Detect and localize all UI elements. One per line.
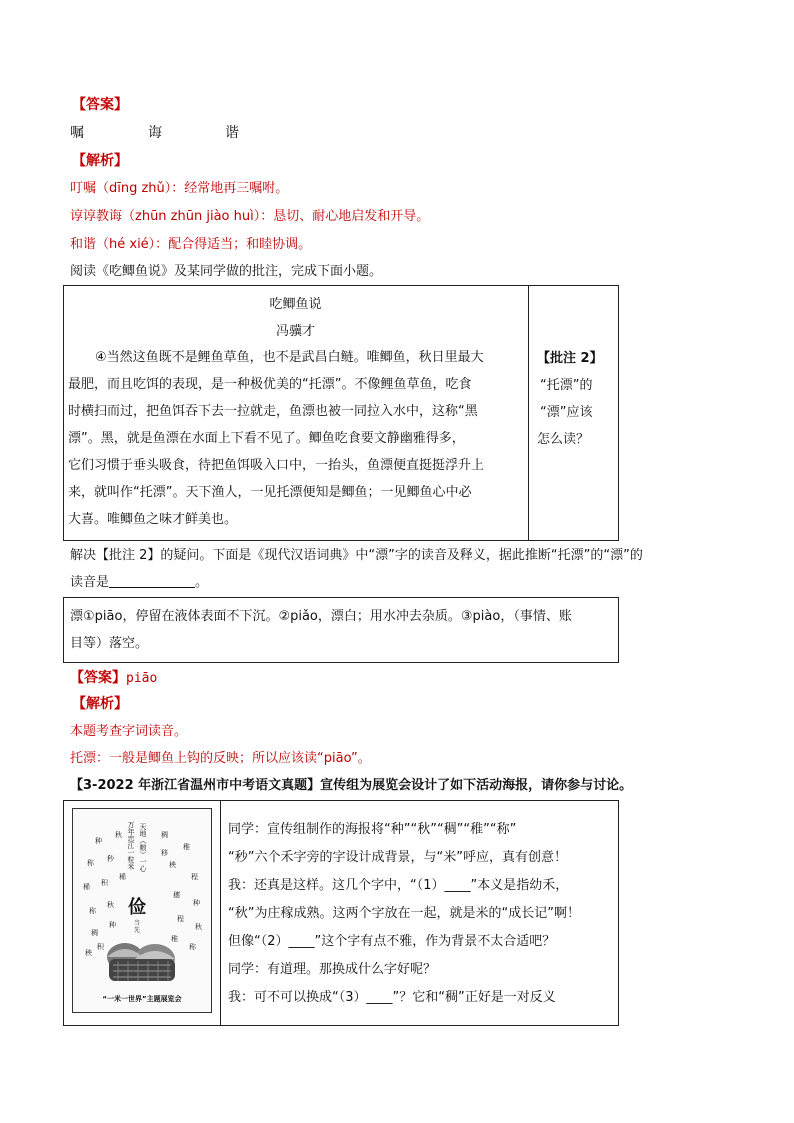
- dictionary-line: 目等）落空。: [70, 636, 149, 651]
- dialogue-line: 同学：有道理。那换成什么字好呢？: [228, 962, 437, 977]
- poster-image: [72, 808, 212, 1013]
- poster-scatter-char: 程: [191, 873, 198, 881]
- poster-scatter-char: 程: [177, 915, 184, 923]
- answer-char-3: 谐: [225, 125, 239, 141]
- question-line: 解决【批注 2】的疑问。下面是《现代汉语词典》中“漂”字的读音及释义，据此推断“托漂”的“漂”的: [70, 548, 643, 563]
- dialogue-line: 同学：宣传组制作的海报将“种”“秋”“稠”“稚”“称”: [228, 822, 517, 837]
- passage-line: 漂”。黑，就是鱼漂在水面上下看不见了。鲫鱼吃食要文静幽雅得多，: [68, 431, 465, 446]
- poster-graphic: [73, 809, 211, 1012]
- dialogue-line: 我：可不可以换成“（3）____”？它和“稠”正好是一对反义: [228, 990, 556, 1005]
- poster-scatter-char: 积: [101, 879, 108, 887]
- poster-scatter-char: 秋: [107, 901, 114, 909]
- poster-center-char: 俭: [128, 897, 146, 918]
- passage-line: 时横扫而过，把鱼饵吞下去一拉就走，鱼漂也被一同拉入水中，这称“黑: [68, 404, 478, 419]
- analysis-line: 和谐（hé xié）：配合得适当；和睦协调。: [70, 237, 312, 252]
- analysis-line: 托漂：一般是鲫鱼上钩的反映；所以应该读“piāo”。: [70, 751, 371, 766]
- passage-line: 大喜。唯鲫鱼之味才鲜美也。: [68, 512, 238, 527]
- dictionary-line: 漂①piāo，停留在液体表面不下沉。②piǎo，漂白；用水冲去杂质。③piào，（事情、账: [70, 609, 572, 624]
- analysis-line: 叮嘱（dīng zhǔ）：经常地再三嘱咐。: [70, 181, 289, 196]
- section3-header: 【3-2022 年浙江省温州市中考语文真题】宣传组为展览会设计了如下活动海报，请你参与讨论。: [70, 778, 633, 793]
- passage-line: 最肥，而且吃饵的表现，是一种极优美的“托漂”。不像鲤鱼草鱼，吃食: [68, 377, 472, 392]
- poster-caption: “一米一世界”主题展览会: [102, 995, 182, 1003]
- poster-scatter-char: 秧: [85, 949, 92, 957]
- analysis-line: 谆谆教诲（zhūn zhūn jiào huì）：恳切、耐心地启发和开导。: [70, 209, 430, 224]
- answer-char-2: 诲: [148, 125, 162, 141]
- dialogue-line: 但像“（2）____”这个字有点不雅，作为背景不太合适吧？: [228, 934, 556, 949]
- table-divider: [528, 285, 529, 541]
- passage-title: 吃鲫鱼说: [269, 297, 322, 312]
- annotation-line: “漂”应该: [540, 405, 593, 420]
- answer-char-1: 嘱: [70, 125, 84, 141]
- poster-scatter-char: 移: [161, 849, 168, 857]
- analysis-line: 本题考查字词读音。: [70, 724, 188, 739]
- dialogue-line: 我：还真是这样。这几个字中，“（1）____”本义是指幼禾，: [228, 878, 569, 893]
- annotation-line: “托漂”的: [540, 378, 593, 393]
- poster-scatter-char: 稠: [91, 929, 98, 937]
- reading-intro: 阅读《吃鲫鱼说》及某同学做的批注，完成下面小题。: [70, 264, 383, 279]
- poster-scatter-char: 秧: [169, 861, 176, 869]
- poster-scatter-char: 秋: [195, 923, 202, 931]
- poster-scatter-char: 种: [193, 899, 200, 907]
- poster-scatter-char: 稚: [171, 935, 178, 943]
- poster-scatter-char: 穗: [173, 891, 180, 899]
- passage-line: ④当然这鱼既不是鲤鱼草鱼，也不是武昌白鲢。唯鲫鱼，秋日里最大: [95, 350, 484, 365]
- poster-scatter-char: 称: [189, 943, 196, 951]
- poster-vertical-text: 天地（粮）一心: [139, 823, 147, 872]
- poster-sub-char: 当: [133, 920, 141, 927]
- passage-line: 来，就叫作“托漂”。天下渔人，一见托漂便知是鲫鱼；一见鲫鱼心中必: [68, 485, 472, 500]
- dialogue-line: “秋”为庄稼成熟。这两个字放在一起，就是米的“成长记”啊！: [228, 906, 580, 921]
- poster-scatter-char: 稚: [183, 843, 190, 851]
- answer-label: 【答案】: [72, 97, 128, 113]
- annotation-label: 【批注 2】: [537, 351, 603, 366]
- poster-scatter-char: 种: [109, 921, 116, 929]
- annotation-line: 怎么读？: [537, 432, 590, 447]
- question-line: 读音是 。: [70, 575, 209, 590]
- poster-scatter-char: 种: [95, 837, 102, 845]
- rice-bowl-icon: [107, 943, 175, 981]
- answer-blank[interactable]: [109, 587, 195, 588]
- poster-scatter-char: 秒: [107, 855, 114, 863]
- poster-scatter-char: 称: [89, 907, 96, 915]
- poster-sub-char: 先: [133, 927, 141, 934]
- poster-scatter-char: 稀: [83, 883, 90, 891]
- analysis-label: 【解析】: [72, 153, 128, 169]
- poster-scatter-char: 称: [87, 859, 94, 867]
- answer-row: 【答案】piāo: [70, 670, 158, 686]
- table-divider: [220, 800, 221, 1026]
- passage-author: 冯骥才: [275, 324, 315, 339]
- poster-scatter-char: 积: [97, 943, 104, 951]
- analysis-label: 【解析】: [72, 696, 128, 712]
- passage-line: 它们习惯于垂头吸食，待把鱼饵吸入口中，一抬头，鱼漂便直挺挺浮升上: [68, 458, 485, 473]
- poster-scatter-char: 秋: [115, 831, 122, 839]
- dialogue-line: “秒”六个禾字旁的字设计成背景，与“米”呼应，真有创意！: [228, 850, 567, 865]
- poster-scatter-char: 稠: [161, 831, 168, 839]
- poster-vertical-text: 万年忠江一粒米: [127, 821, 135, 870]
- poster-scatter-char: 稀: [119, 873, 126, 881]
